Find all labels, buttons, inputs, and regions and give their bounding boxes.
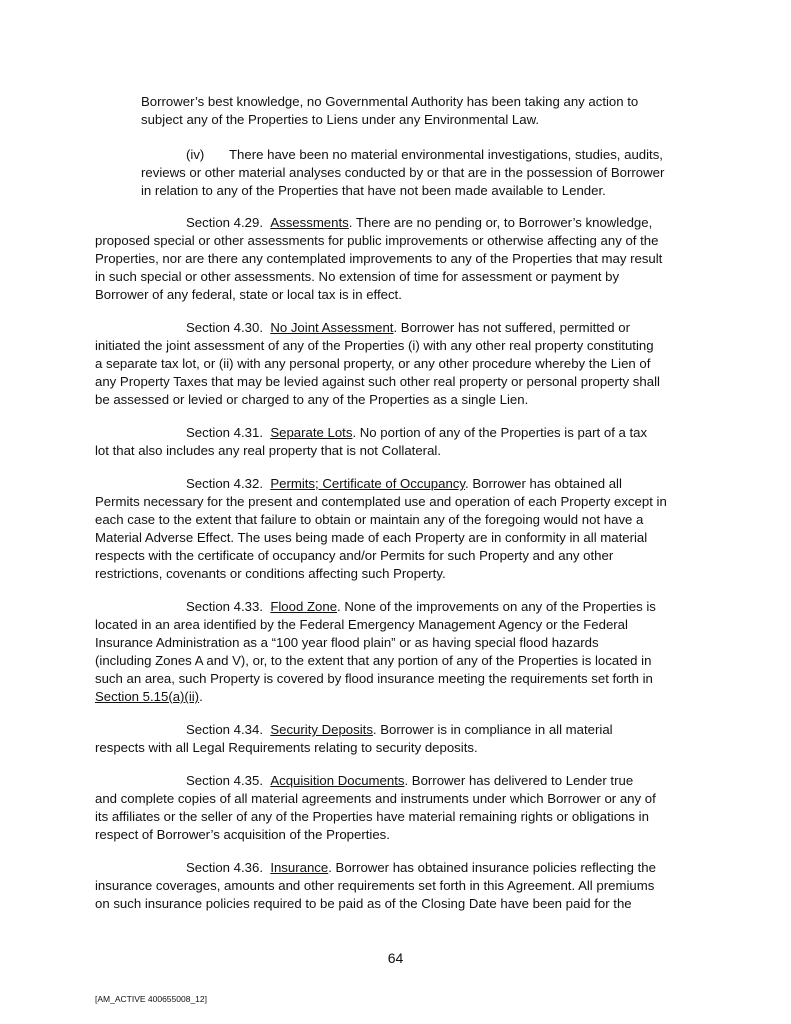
section-4-34: Section 4.34. Security Deposits. Borrower is in compliance in all material respects with all Legal Requirements relating to security deposits. (95, 721, 698, 757)
section-heading: Permits; Certificate of Occupancy (270, 476, 466, 491)
text-line: (including Zones A and V), or, to the extent that any portion of any of the Properties is located in (95, 653, 652, 668)
section-heading: No Joint Assessment (270, 320, 394, 335)
section-number: Section 4.34. (186, 722, 263, 737)
clause-marker: (iv) (186, 147, 205, 162)
section-heading: Assessments (270, 215, 349, 230)
text-line: Properties, nor are there any contemplated improvements to any of the Properties that may result (95, 251, 663, 266)
section-heading: Separate Lots (270, 425, 353, 440)
text-line: be assessed or levied or charged to any of the Properties as a single Lien. (95, 392, 529, 407)
section-number: Section 4.33. (186, 599, 263, 614)
section-number: Section 4.31. (186, 425, 263, 440)
section-heading: Security Deposits (270, 722, 373, 737)
text-line: proposed special or other assessments for public improvements or otherwise affecting any of the (95, 233, 659, 248)
text-line: and complete copies of all material agreements and instruments under which Borrower or any of (95, 791, 656, 806)
section-4-35: Section 4.35. Acquisition Documents. Borrower has delivered to Lender true and complete copies of all material agreements and instruments under which Borrower or any of its affiliates or the seller of any of the Properties have material remaining rights or obligations in respect of Borrower’s acquisition of the Properties. (95, 772, 698, 844)
text-line: reviews or other material analyses conducted by or that are in the possession of Borrower (141, 165, 665, 180)
section-number: Section 4.29. (186, 215, 263, 230)
text-line: lot that also includes any real property that is not Collateral. (95, 443, 441, 458)
section-number: Section 4.36. (186, 860, 263, 875)
text-line: each case to the extent that failure to obtain or maintain any of the foregoing would not have a (95, 512, 644, 527)
text-line: initiated the joint assessment of any of the Properties (i) with any other real property constituting (95, 338, 654, 353)
section-4-32: Section 4.32. Permits; Certificate of Occupancy. Borrower has obtained all Permits necessary for the present and contemplated use and operation of each Property except in each case to the extent that failure to obtain or maintain any of the foregoing would not have a Material Adverse Effect. The uses being made of each Property are in conformity in all material respects with the certificate of occupancy and/or Permits for such Property and any other restrictions, covenants or conditions affecting such Property. (95, 475, 698, 583)
text-line: subject any of the Properties to Liens under any Environmental Law. (141, 112, 540, 127)
text-line: Material Adverse Effect. The uses being made of each Property are in conformity in all material (95, 530, 648, 545)
section-4-29: Section 4.29. Assessments. There are no pending or, to Borrower’s knowledge, proposed special or other assessments for public improvements or otherwise affecting any of the Properties, nor are there any contemplated improvements to any of the Properties that may result in such special or other assessments. No extension of time for assessment or payment by Borrower of any federal, state or local tax is in effect. (95, 214, 698, 304)
text-line: (iv) There have been no material environmental investigations, studies, audits, (186, 147, 663, 162)
section-4-36: Section 4.36. Insurance. Borrower has obtained insurance policies reflecting the insurance coverages, amounts and other requirements set forth in this Agreement. All premiums on such insurance policies required to be paid as of the Closing Date have been paid for the (95, 859, 698, 913)
text-line: respect of Borrower’s acquisition of the Properties. (95, 827, 390, 842)
text-line: Permits necessary for the present and contemplated use and operation of each Property except in (95, 494, 667, 509)
section-number: Section 4.30. (186, 320, 263, 335)
text-line: restrictions, covenants or conditions affecting such Property. (95, 566, 446, 581)
section-number: Section 4.32. (186, 476, 263, 491)
section-reference-link[interactable]: Section 5.15(a)(ii) (95, 689, 200, 704)
text-line: on such insurance policies required to be paid as of the Closing Date have been paid for the (95, 896, 632, 911)
section-4-30: Section 4.30. No Joint Assessment. Borrower has not suffered, permitted or initiated the joint assessment of any of the Properties (i) with any other real property constituting a separate tax lot, or (ii) with any personal property, or any other procedure whereby the Lien of any Property Taxes that may be levied against such other real property or personal property shall be assessed or levied or charged to any of the Properties as a single Lien. (95, 319, 698, 409)
text-line: Borrower of any federal, state or local tax is in effect. (95, 287, 402, 302)
paragraph-continuation (95, 93, 698, 129)
text-line: located in an area identified by the Federal Emergency Management Agency or the Federal (95, 617, 628, 632)
paragraph-iv (95, 146, 698, 200)
section-4-33: Section 4.33. Flood Zone. None of the improvements on any of the Properties is located in an area identified by the Federal Emergency Management Agency or the Federal Insurance Administration as a “100 year flood plain” or as having special flood hazards (including Zones A and V), or, to the extent that any portion of any of the Properties is located in such an area, such Property is covered by flood insurance meeting the requirements set forth in Section 5.15(a)(ii). (95, 598, 698, 706)
text-line: in such special or other assessments. No extension of time for assessment or payment by (95, 269, 620, 284)
text-line: Borrower’s best knowledge, no Governmental Authority has been taking any action to (141, 94, 639, 109)
text-line: its affiliates or the seller of any of the Properties have material remaining rights or obligations in (95, 809, 649, 824)
section-heading: Flood Zone (270, 599, 338, 614)
text-line: a separate tax lot, or (ii) with any personal property, or any other procedure whereby the Lien of (95, 356, 651, 371)
page-number: 64 (387, 950, 404, 966)
text-line: respects with all Legal Requirements relating to security deposits. (95, 740, 478, 755)
section-number: Section 4.35. (186, 773, 263, 788)
text-line: any Property Taxes that may be levied against such other real property or personal property shall (95, 374, 660, 389)
text-line: insurance coverages, amounts and other requirements set forth in this Agreement. All premiums (95, 878, 655, 893)
document-footer-id: [AM_ACTIVE 400655008_12] (95, 994, 207, 1004)
text-line: Insurance Administration as a “100 year flood plain” or as having special flood hazards (95, 635, 599, 650)
text-line: respects with the certificate of occupancy and/or Permits for such Property and any other (95, 548, 614, 563)
text-line: such an area, such Property is covered by flood insurance meeting the requirements set forth in (95, 671, 653, 686)
text-line: in relation to any of the Properties that have not been made available to Lender. (141, 183, 606, 198)
section-heading: Acquisition Documents (270, 773, 405, 788)
section-heading: Insurance (270, 860, 329, 875)
section-4-31: Section 4.31. Separate Lots. No portion of any of the Properties is part of a tax lot that also includes any real property that is not Collateral. (95, 424, 698, 460)
